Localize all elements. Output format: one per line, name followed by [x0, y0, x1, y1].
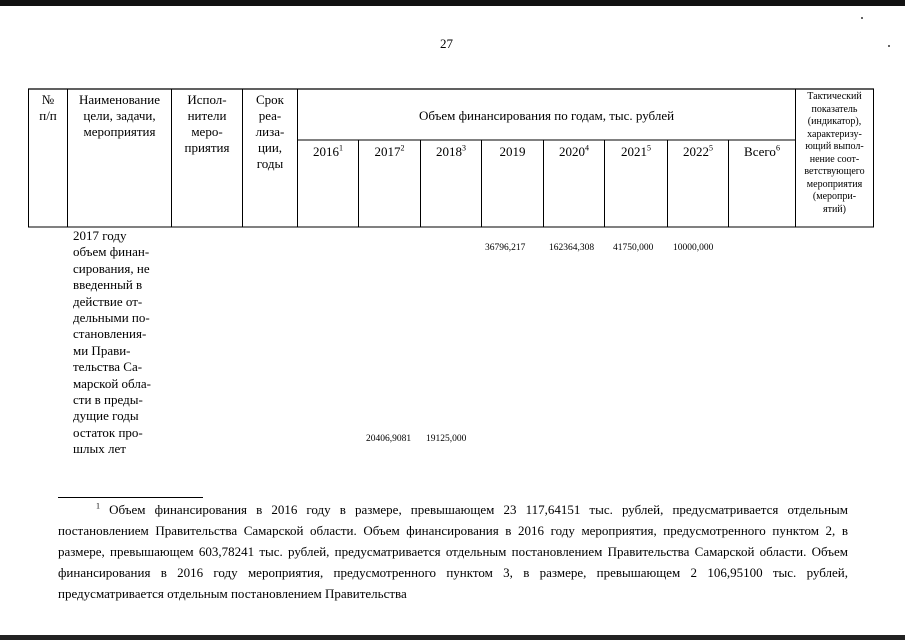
footnote [58, 499, 848, 604]
scan-speck [861, 17, 863, 19]
top-scan-border [0, 0, 905, 6]
value-2019: 36796,217 [485, 243, 526, 253]
value-2021: 41750,000 [613, 243, 654, 253]
header-executors: Испол- нители меро- приятия [184, 92, 230, 155]
value-2018-remainder: 19125,000 [426, 434, 467, 444]
footnote-text: Объем финансирования в 2016 году в размере, превышающем 23 117,64151 тыс. рублей, предусматривается отдельным постановлением Правительства Самарской области. Объем финансирования в 2016 году мероприятия, предусмотренного пунктом 2, в размере, превышающем 603,78241 тыс. рублей, предусматривается отдельным постановлением Правительства Самарской области. Объем финансирования в 2016 году мероприятия, предусмотренного пунктом 3, в размере, превышающем 2 106,95100 тыс. рублей, предусматривается отдельным постановлением Правительства [58, 502, 848, 601]
header-term: Срок реа- лиза- ции, годы [255, 92, 285, 171]
year-header-2021: 2021$^5$ [621, 143, 651, 159]
footnote-separator [58, 497, 203, 498]
row-description: 2017 году объем финан- сирования, не введенный в действие от- дельными по- становления- ми Прави- тельства Са- марской обла- сти в преды- дущие годы остаток про- шлых лет [73, 228, 151, 457]
year-header-2018: 2018$^3$ [436, 143, 466, 159]
scan-speck [888, 45, 890, 47]
header-funding: Объем финансирования по годам, тыс. рублей [418, 108, 675, 123]
page-number: 27 [440, 36, 453, 51]
year-header-2022: 2022$^5$ [683, 143, 713, 159]
year-header-2016: 2016$^1$ [313, 143, 343, 159]
value-2017-remainder: 20406,9081 [366, 434, 412, 444]
bottom-scan-border [0, 635, 905, 640]
header-num: № п/п [39, 92, 57, 123]
value-2022: 10000,000 [673, 243, 714, 253]
year-header-2020: 2020$^4$ [559, 143, 589, 159]
year-header-2017: 2017$^2$ [374, 143, 405, 159]
value-2020: 162364,308 [549, 243, 595, 253]
footnote-marker: 1 [96, 501, 100, 511]
header-indicator: Тактический показатель (индикатор), характеризу- ющий выпол- нение соот- ветствующего мероприятия (меропри- ятий) [804, 91, 865, 215]
header-name: Наименование цели, задачи, мероприятия [79, 92, 160, 139]
year-header-2019: 2019 [499, 144, 526, 159]
year-header-total: Всего$^6$ [744, 143, 780, 159]
